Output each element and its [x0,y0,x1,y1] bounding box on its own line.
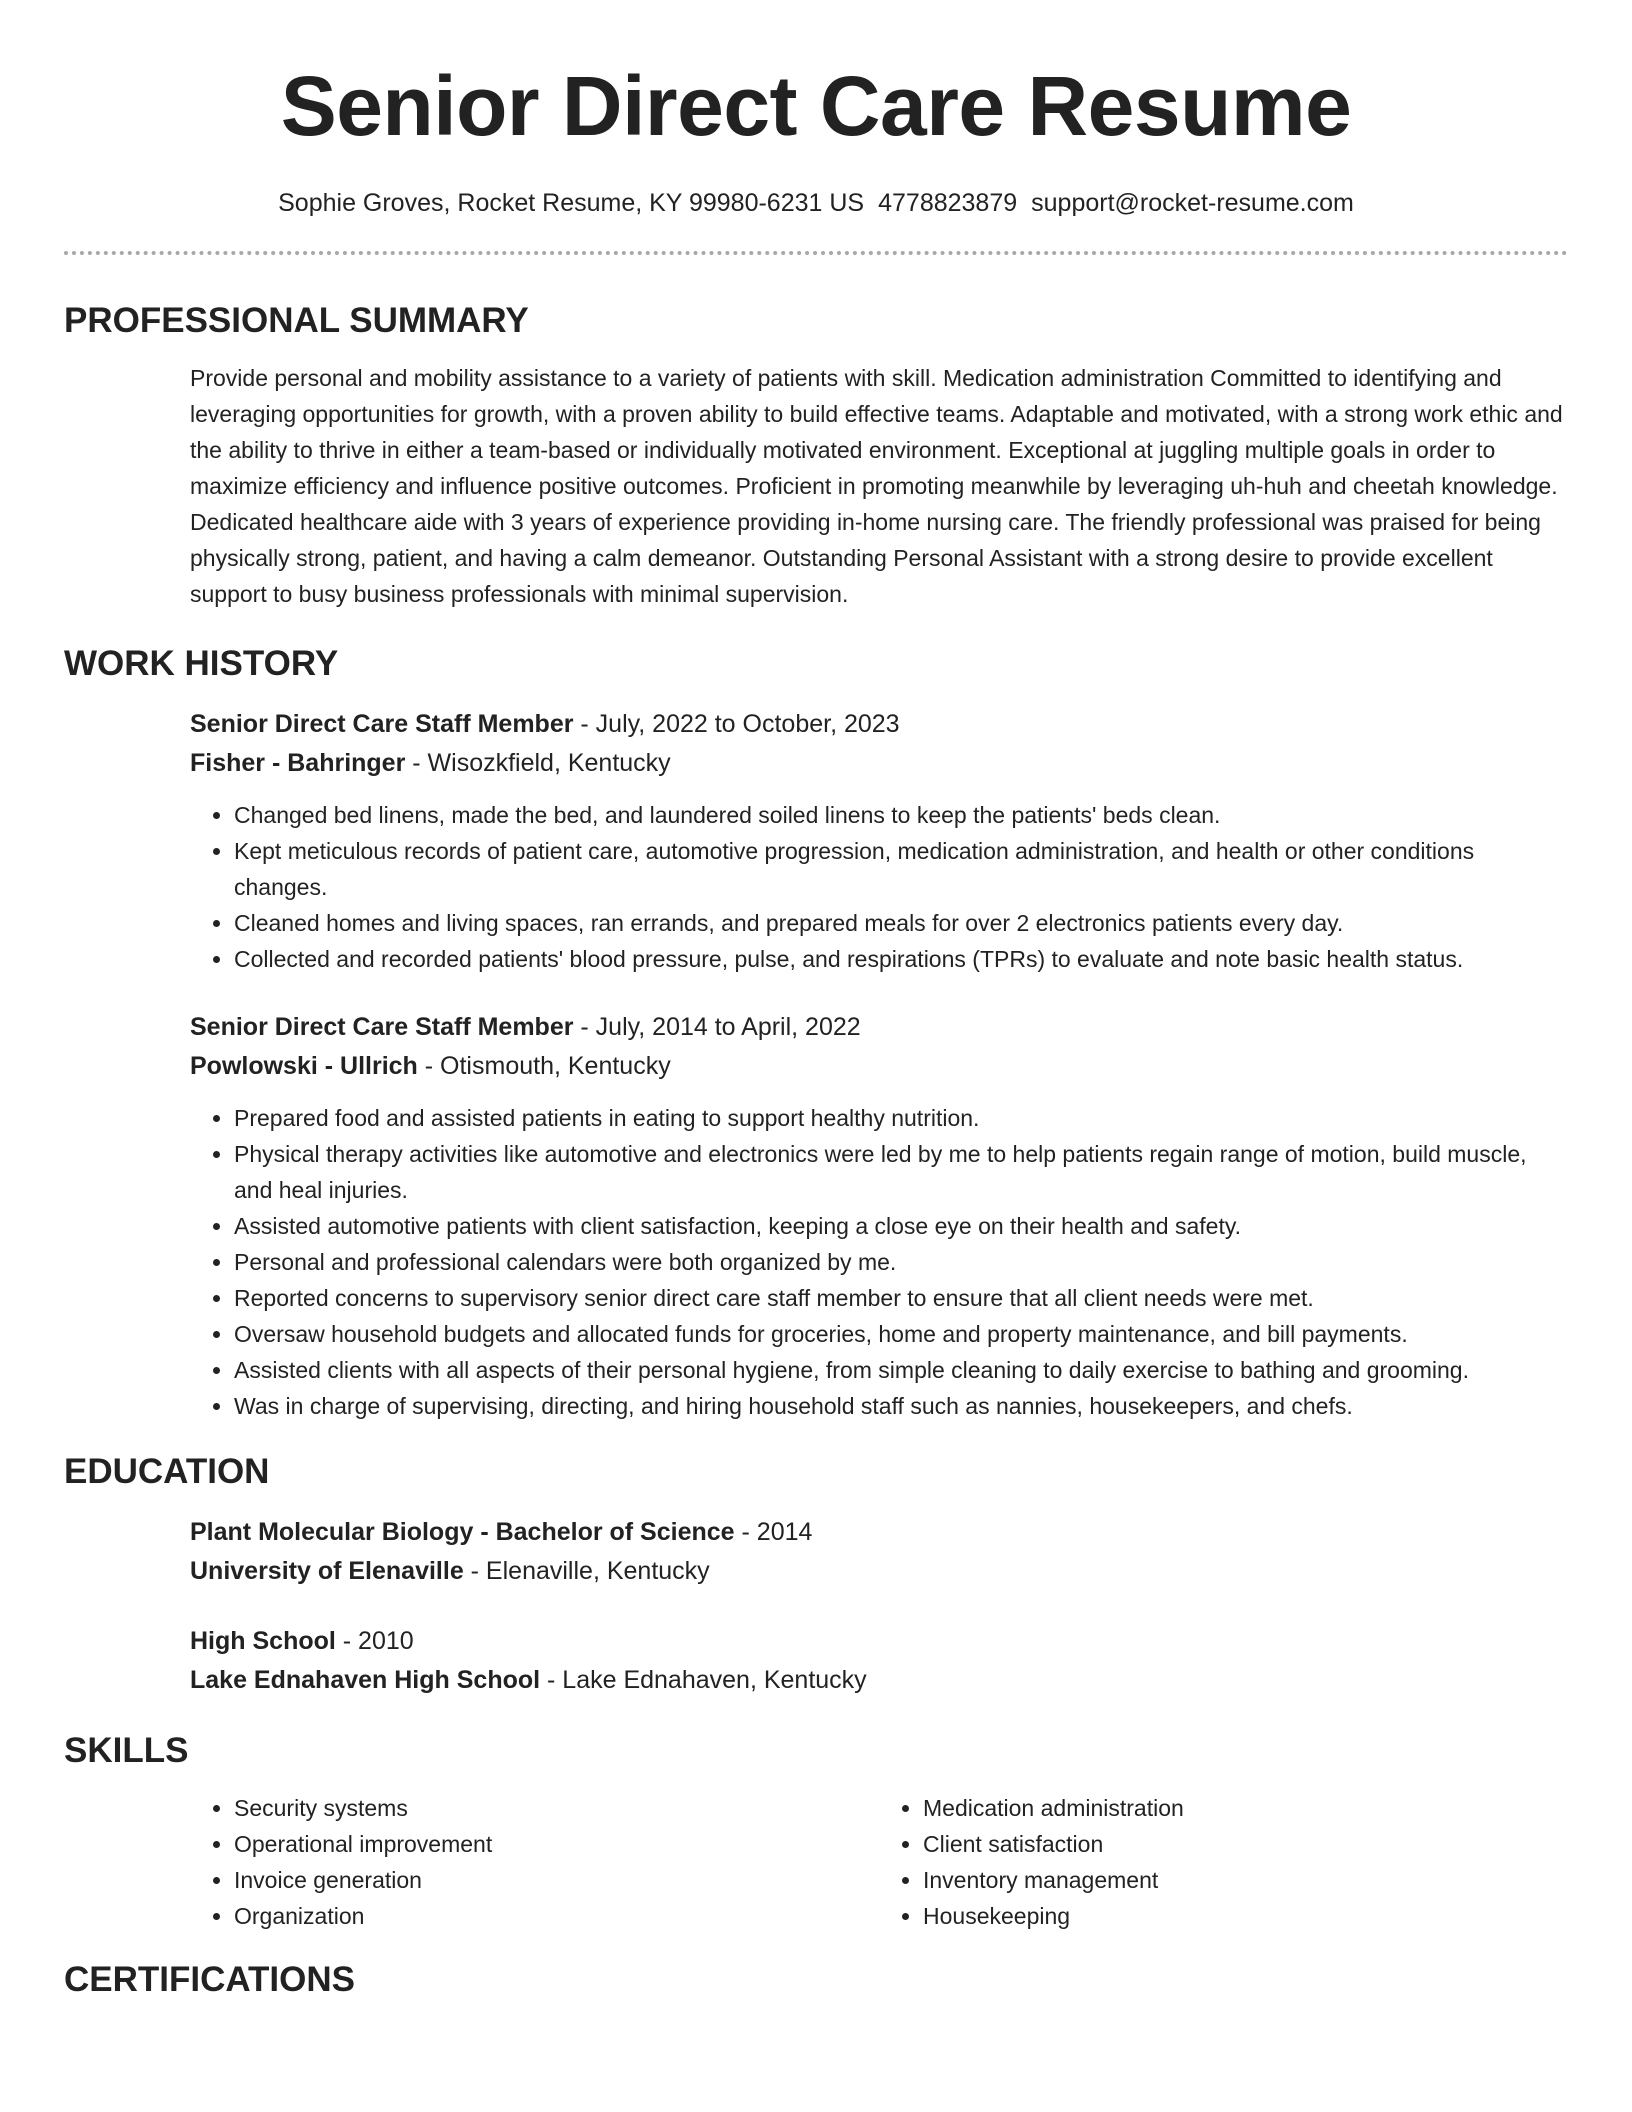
job-title-line [190,1008,1568,1047]
summary-section [190,360,1568,612]
skills-heading: SKILLS [64,1731,189,1770]
list-item: • Was in charge of supervising, directing, and hiring household staff such as nannies, housekeepers, and chefs. [234,1388,1568,1424]
list-item: • Assisted automotive patients with client satisfaction, keeping a close eye on their health and safety. [234,1208,1568,1244]
list-item: • Changed bed linens, made the bed, and laundered soiled linens to keep the patients' beds clean. [234,797,1568,833]
header-divider [64,251,1568,255]
list-item: • Collected and recorded patients' blood pressure, pulse, and respirations (TPRs) to evaluate and note basic health status. [234,941,1568,977]
job-title-line [190,705,1568,744]
job-dates: - July, 2014 to April, 2022 [573,1013,861,1041]
list-item: • Organization [234,1898,879,1934]
certifications-heading: CERTIFICATIONS [64,1960,356,1999]
job-company-line [190,744,1568,783]
job-dates: - July, 2022 to October, 2023 [573,710,900,738]
job-location: - Otismouth, Kentucky [417,1052,671,1080]
list-item: • Reported concerns to supervisory senior direct care staff member to ensure that all client needs were met. [234,1280,1568,1316]
education-entry [190,1622,1568,1700]
school-line [190,1661,1568,1700]
education-heading: EDUCATION [64,1452,270,1491]
job-title: Senior Direct Care Staff Member [190,1013,574,1041]
degree: Plant Molecular Biology - Bachelor of Science [190,1518,735,1546]
degree-year: - 2010 [335,1627,414,1655]
contact-address: Sophie Groves, Rocket Resume, KY 99980-6231 US [278,189,865,217]
list-item: • Physical therapy activities like automotive and electronics were led by me to help patients regain range of motion, build muscle, and heal injuries. [234,1136,1568,1208]
list-item: • Invoice generation [234,1862,879,1898]
list-item: • Medication administration [923,1790,1568,1826]
job-company: Fisher - Bahringer [190,749,406,777]
list-item: • Oversaw household budgets and allocated funds for groceries, home and property maintenance, and bill payments. [234,1316,1568,1352]
school-line [190,1552,1568,1591]
contact-email: support@rocket-resume.com [1031,189,1354,217]
list-item: • Kept meticulous records of patient care, automotive progression, medication administration, and health or other conditions changes. [234,833,1568,905]
job-company-line [190,1047,1568,1086]
school: Lake Ednahaven High School [190,1666,541,1694]
list-item: • Prepared food and assisted patients in eating to support healthy nutrition. [234,1100,1568,1136]
degree-year: - 2014 [734,1518,813,1546]
summary-text: Provide personal and mobility assistance to a variety of patients with skill. Medication administration Committed to identifying and leveraging opportunities for growth, with a proven ability to build effective teams. Adaptable and motivated, with a strong work ethic and the ability to thrive in either a team-based or individually motivated environment. Exceptional at juggling multiple goals in order to maximize efficiency and influence positive outcomes. Proficient in promoting meanwhile by leveraging uh-huh and cheetah knowledge. Dedicated healthcare aide with 3 years of experience providing in-home nursing care. The friendly professional was praised for being physically strong, patient, and having a calm demeanor. Outstanding Personal Assistant with a strong desire to provide excellent support to busy business professionals with minimal supervision. [190,365,1563,607]
list-item: • Inventory management [923,1862,1568,1898]
list-item: • Cleaned homes and living spaces, ran errands, and prepared meals for over 2 electronics patients every day. [234,905,1568,941]
degree: High School [190,1627,336,1655]
skills-list-right [879,1790,1568,1934]
list-item: • Housekeeping [923,1898,1568,1934]
job-company: Powlowski - Ullrich [190,1052,418,1080]
contact-line [64,186,1568,220]
resume-title: Senior Direct Care Resume [280,59,1352,153]
job-title: Senior Direct Care Staff Member [190,710,574,738]
skills-list-left [190,1790,879,1934]
contact-phone: 4778823879 [878,189,1018,217]
resume-page [64,0,1568,2002]
list-item: • Operational improvement [234,1826,879,1862]
skills-grid [190,1790,1568,1934]
job-entry [190,705,1568,977]
school: University of Elenaville [190,1557,464,1585]
job-location: - Wisozkfield, Kentucky [405,749,671,777]
summary-heading: PROFESSIONAL SUMMARY [64,301,529,340]
school-location: - Lake Ednahaven, Kentucky [540,1666,867,1694]
job-duties-list [190,797,1568,977]
list-item: • Client satisfaction [923,1826,1568,1862]
school-location: - Elenaville, Kentucky [463,1557,710,1585]
list-item: • Assisted clients with all aspects of their personal hygiene, from simple cleaning to daily exercise to bathing and grooming. [234,1352,1568,1388]
education-entry [190,1513,1568,1591]
degree-line [190,1513,1568,1552]
job-entry [190,1008,1568,1424]
job-duties-list [190,1100,1568,1424]
degree-line [190,1622,1568,1661]
list-item: • Security systems [234,1790,879,1826]
list-item: • Personal and professional calendars were both organized by me. [234,1244,1568,1280]
work-history-heading: WORK HISTORY [64,644,339,683]
